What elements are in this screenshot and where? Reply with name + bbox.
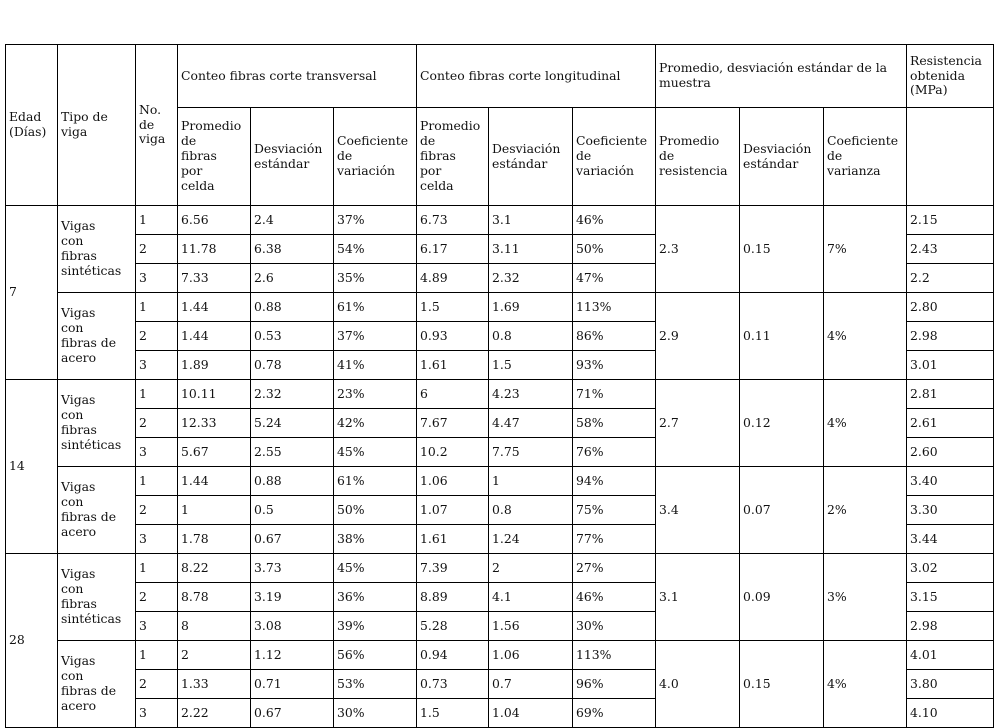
longitudinal-avg-cell: 1.61 [417,351,489,380]
transversal-avg-cell: 1.44 [178,322,251,351]
beam-number-cell: 1 [136,206,178,235]
resistance-cell: 2.98 [907,322,994,351]
longitudinal-cv-cell: 47% [573,264,656,293]
longitudinal-avg-cell: 6.73 [417,206,489,235]
data-table-wrapper [5,44,994,728]
longitudinal-sd-cell: 1.04 [489,699,573,728]
resistance-cell: 2.15 [907,206,994,235]
longitudinal-cv-cell: 77% [573,525,656,554]
sample-mean-cell: 2.9 [656,293,740,380]
longitudinal-cv-cell: 86% [573,322,656,351]
longitudinal-avg-cell: 7.39 [417,554,489,583]
sample-mean-cell: 3.1 [656,554,740,641]
header-no-viga: No. de viga [136,45,178,206]
header-l-desviacion: Desviación estándar [489,108,573,206]
longitudinal-avg-cell: 0.93 [417,322,489,351]
age-cell: 28 [6,554,58,728]
longitudinal-sd-cell: 0.8 [489,496,573,525]
longitudinal-sd-cell: 1.56 [489,612,573,641]
resistance-cell: 3.30 [907,496,994,525]
transversal-sd-cell: 0.78 [251,351,334,380]
header-resistencia-empty [907,108,994,206]
longitudinal-avg-cell: 0.94 [417,641,489,670]
resistance-cell: 2.2 [907,264,994,293]
transversal-cv-cell: 23% [334,380,417,409]
sample-cv-cell: 4% [824,380,907,467]
beam-number-cell: 3 [136,351,178,380]
longitudinal-sd-cell: 0.8 [489,322,573,351]
transversal-avg-cell: 10.11 [178,380,251,409]
longitudinal-avg-cell: 10.2 [417,438,489,467]
beam-number-cell: 2 [136,235,178,264]
longitudinal-avg-cell: 1.5 [417,699,489,728]
sample-sd-cell: 0.15 [740,641,824,728]
transversal-sd-cell: 0.71 [251,670,334,699]
beam-number-cell: 2 [136,409,178,438]
sample-sd-cell: 0.15 [740,206,824,293]
header-promedio-resistencia: Promedio de resistencia [656,108,740,206]
beam-type-cell: Vigas con fibras sintéticas [58,380,136,467]
resistance-cell: 3.40 [907,467,994,496]
transversal-cv-cell: 54% [334,235,417,264]
resistance-cell: 3.02 [907,554,994,583]
longitudinal-sd-cell: 0.7 [489,670,573,699]
resistance-cell: 2.81 [907,380,994,409]
transversal-avg-cell: 2 [178,641,251,670]
transversal-cv-cell: 61% [334,293,417,322]
longitudinal-avg-cell: 0.73 [417,670,489,699]
longitudinal-avg-cell: 7.67 [417,409,489,438]
transversal-avg-cell: 5.67 [178,438,251,467]
beam-number-cell: 3 [136,612,178,641]
fiber-count-table [5,44,994,728]
transversal-cv-cell: 30% [334,699,417,728]
transversal-cv-cell: 36% [334,583,417,612]
longitudinal-avg-cell: 1.5 [417,293,489,322]
longitudinal-cv-cell: 75% [573,496,656,525]
sample-sd-cell: 0.12 [740,380,824,467]
longitudinal-sd-cell: 1.69 [489,293,573,322]
transversal-sd-cell: 2.6 [251,264,334,293]
header-conteo-longitudinal: Conteo fibras corte longitudinal [417,45,656,108]
longitudinal-sd-cell: 2.32 [489,264,573,293]
longitudinal-cv-cell: 93% [573,351,656,380]
transversal-sd-cell: 0.53 [251,322,334,351]
longitudinal-cv-cell: 69% [573,699,656,728]
transversal-cv-cell: 56% [334,641,417,670]
transversal-cv-cell: 37% [334,322,417,351]
sample-sd-cell: 0.09 [740,554,824,641]
longitudinal-sd-cell: 1 [489,467,573,496]
beam-number-cell: 2 [136,670,178,699]
transversal-avg-cell: 11.78 [178,235,251,264]
resistance-cell: 3.15 [907,583,994,612]
transversal-avg-cell: 1 [178,496,251,525]
beam-number-cell: 1 [136,293,178,322]
resistance-cell: 4.10 [907,699,994,728]
longitudinal-avg-cell: 1.07 [417,496,489,525]
transversal-cv-cell: 35% [334,264,417,293]
transversal-sd-cell: 5.24 [251,409,334,438]
sample-sd-cell: 0.11 [740,293,824,380]
longitudinal-cv-cell: 94% [573,467,656,496]
beam-type-cell: Vigas con fibras sintéticas [58,206,136,293]
transversal-avg-cell: 2.22 [178,699,251,728]
resistance-cell: 3.01 [907,351,994,380]
longitudinal-cv-cell: 113% [573,293,656,322]
header-conteo-transversal: Conteo fibras corte transversal [178,45,417,108]
transversal-cv-cell: 41% [334,351,417,380]
resistance-cell: 2.43 [907,235,994,264]
sample-cv-cell: 4% [824,293,907,380]
table-row [6,641,994,670]
longitudinal-sd-cell: 3.1 [489,206,573,235]
resistance-cell: 2.80 [907,293,994,322]
longitudinal-avg-cell: 1.06 [417,467,489,496]
beam-type-cell: Vigas con fibras de acero [58,467,136,554]
resistance-cell: 2.98 [907,612,994,641]
sample-cv-cell: 3% [824,554,907,641]
longitudinal-avg-cell: 8.89 [417,583,489,612]
longitudinal-cv-cell: 58% [573,409,656,438]
table-row [6,380,994,409]
header-edad: Edad (Días) [6,45,58,206]
table-row [6,206,994,235]
longitudinal-sd-cell: 4.47 [489,409,573,438]
header-coef-varianza: Coeficiente de varianza [824,108,907,206]
transversal-cv-cell: 38% [334,525,417,554]
beam-number-cell: 3 [136,525,178,554]
longitudinal-avg-cell: 6.17 [417,235,489,264]
beam-number-cell: 2 [136,583,178,612]
sample-mean-cell: 2.7 [656,380,740,467]
sample-mean-cell: 4.0 [656,641,740,728]
header-m-desviacion: Desviación estándar [740,108,824,206]
table-row [6,467,994,496]
resistance-cell: 3.80 [907,670,994,699]
resistance-cell: 4.01 [907,641,994,670]
longitudinal-sd-cell: 7.75 [489,438,573,467]
longitudinal-cv-cell: 71% [573,380,656,409]
transversal-avg-cell: 1.89 [178,351,251,380]
transversal-avg-cell: 8.78 [178,583,251,612]
transversal-sd-cell: 2.32 [251,380,334,409]
longitudinal-cv-cell: 30% [573,612,656,641]
beam-number-cell: 3 [136,438,178,467]
longitudinal-avg-cell: 4.89 [417,264,489,293]
transversal-sd-cell: 3.19 [251,583,334,612]
beam-number-cell: 1 [136,467,178,496]
beam-number-cell: 2 [136,496,178,525]
longitudinal-avg-cell: 1.61 [417,525,489,554]
sample-mean-cell: 2.3 [656,206,740,293]
transversal-cv-cell: 45% [334,438,417,467]
transversal-sd-cell: 3.08 [251,612,334,641]
beam-type-cell: Vigas con fibras de acero [58,293,136,380]
transversal-avg-cell: 1.33 [178,670,251,699]
beam-number-cell: 2 [136,322,178,351]
resistance-cell: 3.44 [907,525,994,554]
transversal-cv-cell: 42% [334,409,417,438]
longitudinal-sd-cell: 3.11 [489,235,573,264]
longitudinal-cv-cell: 113% [573,641,656,670]
sample-cv-cell: 4% [824,641,907,728]
longitudinal-cv-cell: 76% [573,438,656,467]
transversal-avg-cell: 7.33 [178,264,251,293]
header-tipo-viga: Tipo de viga [58,45,136,206]
transversal-sd-cell: 0.88 [251,293,334,322]
header-resistencia: Resistencia obtenida (MPa) [907,45,994,108]
beam-number-cell: 3 [136,264,178,293]
transversal-sd-cell: 0.67 [251,525,334,554]
transversal-avg-cell: 8.22 [178,554,251,583]
header-t-promedio-fibras: Promedio de fibras por celda [178,108,251,206]
header-t-desviacion: Desviación estándar [251,108,334,206]
sample-cv-cell: 2% [824,467,907,554]
header-row-1 [6,45,994,108]
transversal-sd-cell: 0.5 [251,496,334,525]
transversal-avg-cell: 12.33 [178,409,251,438]
longitudinal-cv-cell: 46% [573,583,656,612]
table-body [6,206,994,728]
beam-number-cell: 1 [136,380,178,409]
age-cell: 14 [6,380,58,554]
transversal-sd-cell: 2.4 [251,206,334,235]
table-row [6,554,994,583]
transversal-sd-cell: 6.38 [251,235,334,264]
transversal-avg-cell: 1.44 [178,467,251,496]
transversal-sd-cell: 2.55 [251,438,334,467]
longitudinal-sd-cell: 4.23 [489,380,573,409]
transversal-cv-cell: 61% [334,467,417,496]
transversal-sd-cell: 0.67 [251,699,334,728]
header-l-coef-variacion: Coeficiente de variación [573,108,656,206]
transversal-cv-cell: 37% [334,206,417,235]
transversal-sd-cell: 1.12 [251,641,334,670]
longitudinal-avg-cell: 6 [417,380,489,409]
transversal-sd-cell: 0.88 [251,467,334,496]
longitudinal-cv-cell: 96% [573,670,656,699]
longitudinal-sd-cell: 1.5 [489,351,573,380]
longitudinal-sd-cell: 4.1 [489,583,573,612]
sample-mean-cell: 3.4 [656,467,740,554]
age-cell: 7 [6,206,58,380]
table-row [6,293,994,322]
longitudinal-sd-cell: 1.24 [489,525,573,554]
transversal-avg-cell: 6.56 [178,206,251,235]
longitudinal-cv-cell: 27% [573,554,656,583]
longitudinal-sd-cell: 2 [489,554,573,583]
resistance-cell: 2.61 [907,409,994,438]
transversal-cv-cell: 53% [334,670,417,699]
header-t-coef-variacion: Coeficiente de variación [334,108,417,206]
longitudinal-cv-cell: 50% [573,235,656,264]
transversal-avg-cell: 1.44 [178,293,251,322]
beam-number-cell: 3 [136,699,178,728]
header-l-promedio-fibras: Promedio de fibras por celda [417,108,489,206]
sample-sd-cell: 0.07 [740,467,824,554]
beam-number-cell: 1 [136,641,178,670]
sample-cv-cell: 7% [824,206,907,293]
longitudinal-cv-cell: 46% [573,206,656,235]
beam-number-cell: 1 [136,554,178,583]
resistance-cell: 2.60 [907,438,994,467]
beam-type-cell: Vigas con fibras sintéticas [58,554,136,641]
header-promedio-muestra: Promedio, desviación estándar de la muestra [656,45,907,108]
transversal-cv-cell: 45% [334,554,417,583]
transversal-avg-cell: 1.78 [178,525,251,554]
transversal-sd-cell: 3.73 [251,554,334,583]
longitudinal-avg-cell: 5.28 [417,612,489,641]
transversal-cv-cell: 39% [334,612,417,641]
longitudinal-sd-cell: 1.06 [489,641,573,670]
transversal-cv-cell: 50% [334,496,417,525]
beam-type-cell: Vigas con fibras de acero [58,641,136,728]
transversal-avg-cell: 8 [178,612,251,641]
